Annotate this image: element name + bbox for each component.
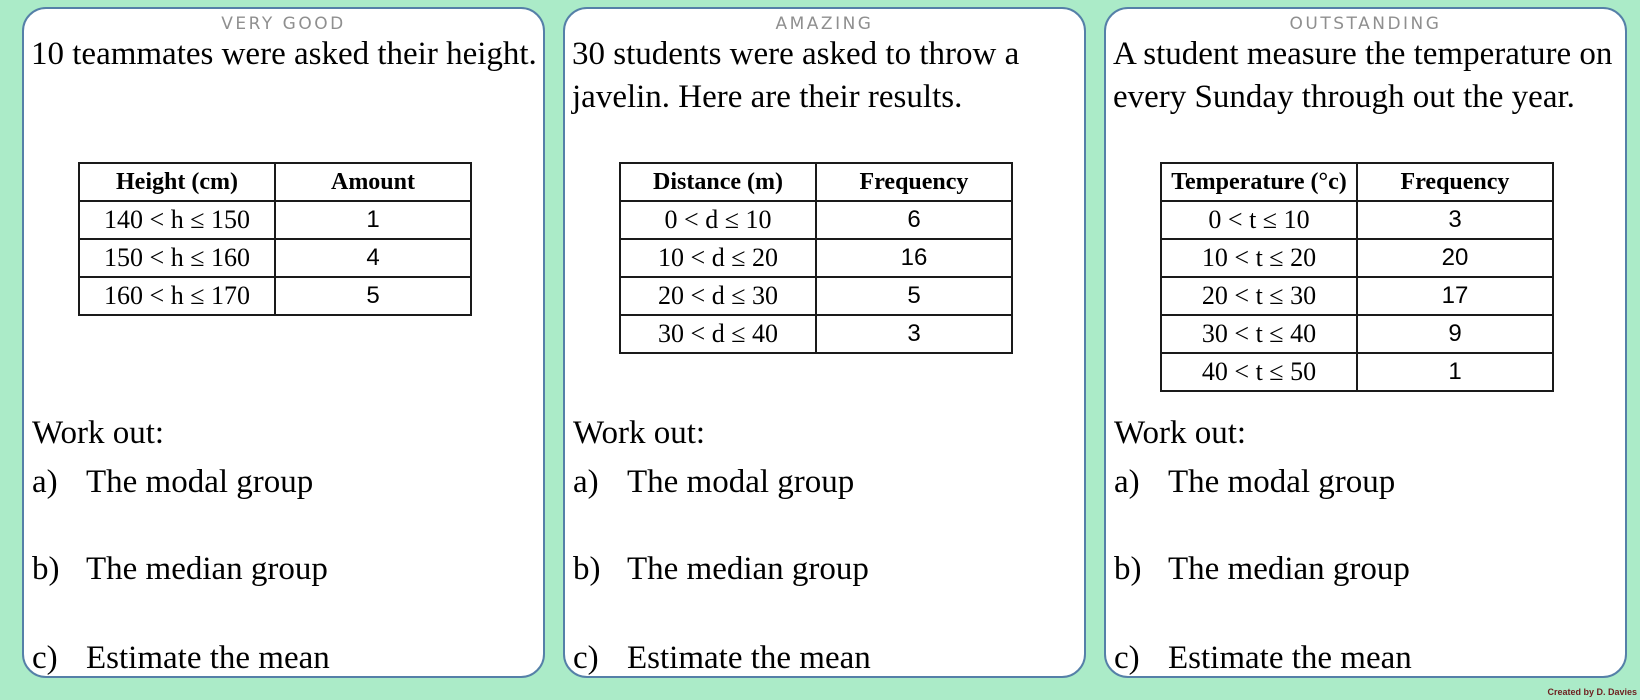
table-cell-value: 20 [1357, 239, 1553, 277]
credit-text: Created by D. Davies [1547, 687, 1637, 697]
work-out-item-b [573, 548, 1078, 591]
table-cell-value: 3 [816, 315, 1012, 353]
table-cell-range: 0 < t ≤ 10 [1161, 201, 1357, 239]
item-label: c) [1114, 640, 1140, 676]
table-cell-value: 16 [816, 239, 1012, 277]
item-text: The modal group [1168, 464, 1396, 500]
level-badge: AMAZING [775, 14, 874, 34]
level-badge: OUTSTANDING [1289, 14, 1442, 34]
item-label: b) [573, 551, 601, 587]
table-cell-range: 0 < d ≤ 10 [620, 201, 816, 239]
table-cell-value: 3 [1357, 201, 1553, 239]
item-text: The modal group [627, 464, 855, 500]
work-out-item-c [573, 637, 1078, 678]
level-badge: VERY GOOD [221, 14, 346, 34]
table-row [620, 277, 1012, 315]
table-row [1161, 239, 1553, 277]
card-very-good [22, 7, 545, 678]
table-cell-range: 140 < h ≤ 150 [79, 201, 275, 239]
table-header-row [620, 163, 1012, 201]
table-header-value: Frequency [1357, 163, 1553, 201]
problem-statement: A student measure the temperature on every Sunday through out the year. [1113, 36, 1613, 115]
frequency-table [1160, 162, 1554, 392]
work-out-item-a [1114, 461, 1619, 504]
item-text: The median group [86, 551, 328, 587]
work-out-section [1114, 412, 1619, 678]
work-out-section [32, 412, 537, 678]
table-header-row [1161, 163, 1553, 201]
work-out-section [573, 412, 1078, 678]
table-header-range: Distance (m) [620, 163, 816, 201]
table-cell-value: 9 [1357, 315, 1553, 353]
table-row [79, 239, 471, 277]
item-text: The modal group [86, 464, 314, 500]
item-label: a) [1114, 464, 1140, 500]
table-cell-value: 1 [275, 201, 471, 239]
item-label: b) [1114, 551, 1142, 587]
work-out-item-c [1114, 637, 1619, 678]
table-cell-range: 40 < t ≤ 50 [1161, 353, 1357, 391]
table-row [79, 277, 471, 315]
item-text: Estimate the mean [1168, 640, 1412, 676]
problem-statement: 10 teammates were asked their height. [31, 36, 537, 72]
work-out-title: Work out: [32, 415, 165, 451]
table-header-row [79, 163, 471, 201]
table-row [1161, 315, 1553, 353]
frequency-table [619, 162, 1013, 354]
table-row [1161, 277, 1553, 315]
table-cell-range: 30 < t ≤ 40 [1161, 315, 1357, 353]
table-header-range: Height (cm) [79, 163, 275, 201]
table-cell-value: 5 [816, 277, 1012, 315]
table-cell-range: 150 < h ≤ 160 [79, 239, 275, 277]
item-label: a) [32, 464, 58, 500]
item-label: b) [32, 551, 60, 587]
item-text: The median group [627, 551, 869, 587]
work-out-title: Work out: [1114, 415, 1247, 451]
item-text: The median group [1168, 551, 1410, 587]
work-out-item-b [1114, 548, 1619, 591]
work-out-item-a [573, 461, 1078, 504]
work-out-item-a [32, 461, 537, 504]
item-label: c) [32, 640, 58, 676]
table-row [79, 201, 471, 239]
table-cell-range: 10 < d ≤ 20 [620, 239, 816, 277]
table-header-range: Temperature (°c) [1161, 163, 1357, 201]
item-label: c) [573, 640, 599, 676]
table-cell-value: 4 [275, 239, 471, 277]
table-cell-range: 30 < d ≤ 40 [620, 315, 816, 353]
table-cell-value: 6 [816, 201, 1012, 239]
table-row [1161, 353, 1553, 391]
table-cell-value: 1 [1357, 353, 1553, 391]
item-text: Estimate the mean [86, 640, 330, 676]
card-outstanding [1104, 7, 1627, 678]
worksheet-cards [22, 7, 1627, 678]
work-out-item-b [32, 548, 537, 591]
table-cell-range: 10 < t ≤ 20 [1161, 239, 1357, 277]
table-cell-range: 160 < h ≤ 170 [79, 277, 275, 315]
table-row [620, 201, 1012, 239]
table-cell-value: 5 [275, 277, 471, 315]
table-cell-range: 20 < d ≤ 30 [620, 277, 816, 315]
table-cell-range: 20 < t ≤ 30 [1161, 277, 1357, 315]
table-header-value: Frequency [816, 163, 1012, 201]
table-row [1161, 201, 1553, 239]
frequency-table [78, 162, 472, 316]
work-out-item-c [32, 637, 537, 678]
card-amazing [563, 7, 1086, 678]
work-out-title: Work out: [573, 415, 706, 451]
table-header-value: Amount [275, 163, 471, 201]
item-label: a) [573, 464, 599, 500]
problem-statement: 30 students were asked to throw a javelin. Here are their results. [572, 36, 1020, 115]
table-cell-value: 17 [1357, 277, 1553, 315]
item-text: Estimate the mean [627, 640, 871, 676]
table-row [620, 315, 1012, 353]
table-row [620, 239, 1012, 277]
